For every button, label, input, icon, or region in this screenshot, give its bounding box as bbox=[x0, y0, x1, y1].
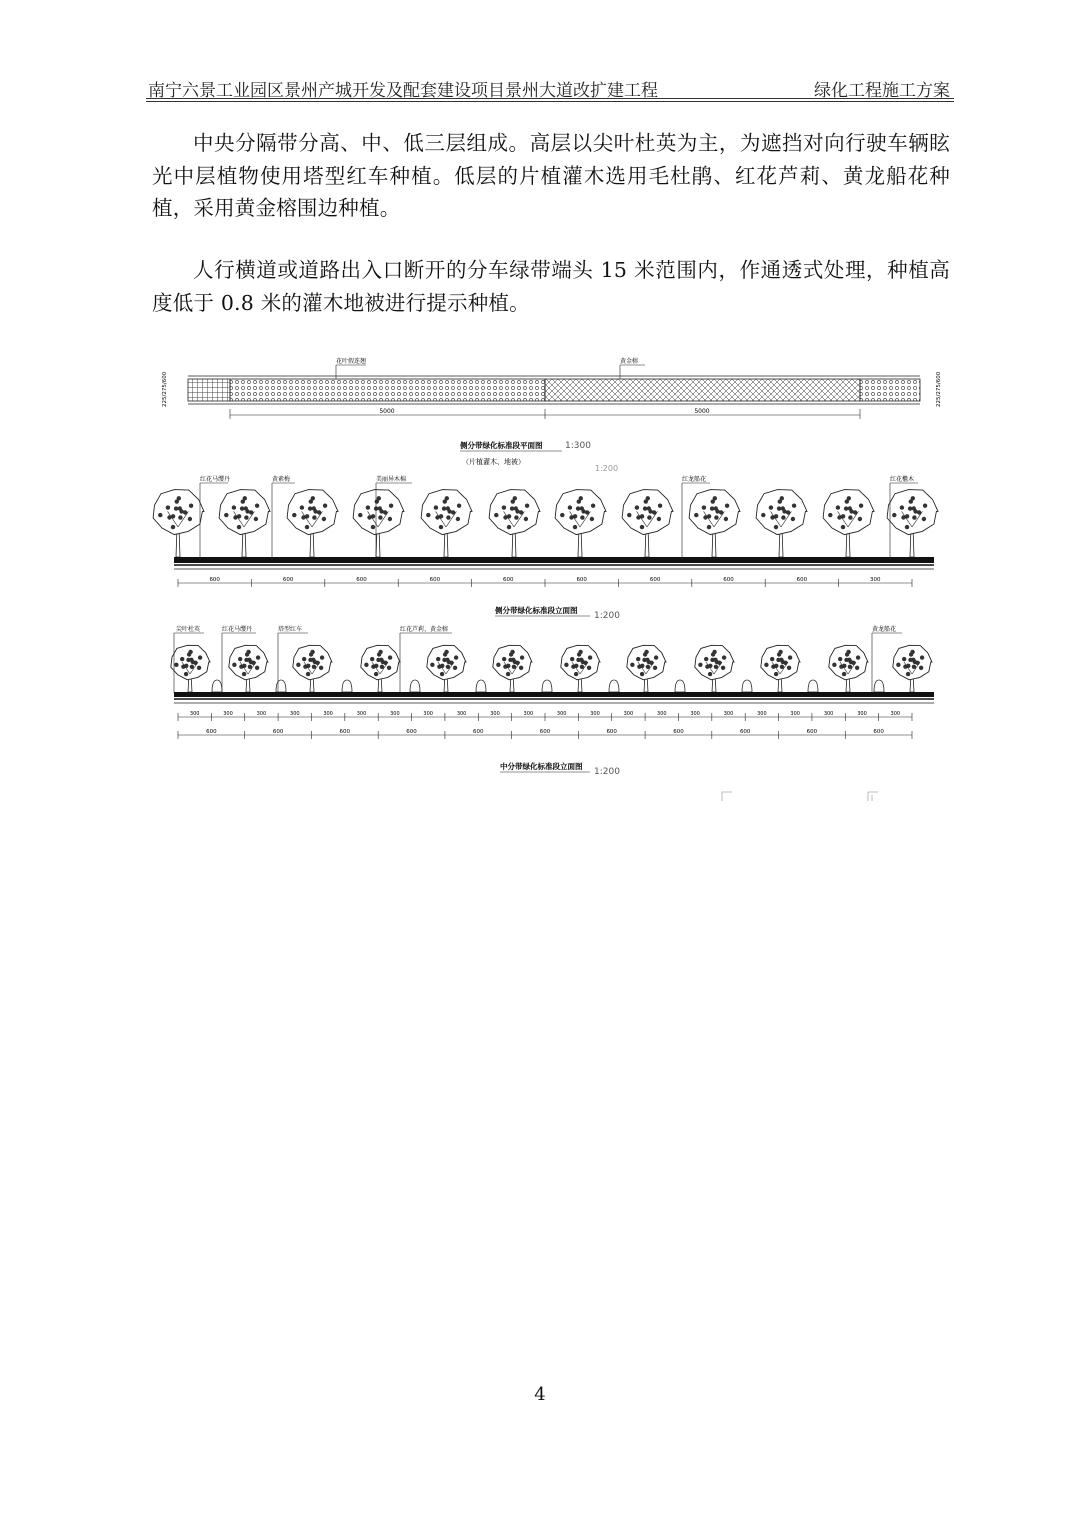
plan-label-right: 黄金榕 bbox=[620, 358, 639, 365]
side-tree bbox=[555, 490, 606, 557]
median-dim-small-label: 300 bbox=[590, 711, 600, 717]
median-dim-large-label: 600 bbox=[673, 729, 684, 735]
median-tree bbox=[493, 645, 532, 692]
median-dim-small-label: 300 bbox=[323, 711, 333, 717]
side-dim-label: 600 bbox=[429, 577, 441, 583]
side-dim-label: 600 bbox=[282, 577, 294, 583]
median-tree bbox=[361, 645, 400, 692]
median-label-red-lantana: 红花马缨丹 bbox=[222, 626, 253, 633]
median-dim-small-label: 300 bbox=[657, 711, 667, 717]
plan-dim-right: 5000 bbox=[694, 408, 710, 415]
median-shrub bbox=[212, 680, 222, 692]
plan-right-shrub-area bbox=[545, 379, 860, 401]
median-dim-small-label: 300 bbox=[290, 711, 300, 717]
median-tree bbox=[761, 645, 800, 692]
median-elevation-dimensions bbox=[178, 711, 912, 739]
side-elevation bbox=[153, 475, 938, 621]
median-dim-small-label: 300 bbox=[857, 711, 867, 717]
median-dim-small-label: 300 bbox=[556, 711, 567, 717]
median-elevation-trees bbox=[171, 645, 932, 692]
median-dim-small-label: 300 bbox=[356, 711, 367, 717]
stray-scale-text: 1:200 bbox=[595, 464, 619, 473]
side-elevation-trees bbox=[153, 490, 938, 557]
side-dim-label: 600 bbox=[356, 577, 367, 583]
median-dim-large-label: 600 bbox=[339, 729, 351, 735]
median-elevation-title: 中分带绿化标准段立面图 bbox=[500, 762, 583, 771]
median-dim-small-label: 300 bbox=[790, 711, 800, 717]
plan-dim-left: 5000 bbox=[379, 408, 395, 415]
header-rule-second bbox=[146, 101, 954, 102]
paragraph-median-layers: 中央分隔带分高、中、低三层组成。高层以尖叶杜英为主，为遮挡对向行驶车辆眩光中层植物使用塔型红车种植。低层的片植灌木选用毛杜鹃、红花芦莉、黄龙船花种植，采用黄金榕围边种植。 bbox=[152, 131, 950, 220]
median-label-ruellia-ficus: 红花芦莉、黄金榕 bbox=[400, 626, 449, 633]
side-tree bbox=[353, 490, 404, 557]
median-dim-small-label: 300 bbox=[823, 711, 834, 717]
median-dim-large-label: 600 bbox=[539, 729, 551, 735]
median-label-elaeocarpus: 尖叶杜英 bbox=[176, 626, 201, 633]
plan-left-edge-band bbox=[188, 379, 230, 401]
median-dim-large-label: 600 bbox=[806, 729, 818, 735]
median-shrub bbox=[542, 680, 552, 692]
median-shrub bbox=[410, 680, 420, 692]
plan-title: 侧分带绿化标准段平面图 bbox=[460, 441, 543, 450]
median-tree bbox=[695, 645, 734, 692]
median-tree bbox=[893, 645, 932, 692]
median-tree bbox=[293, 645, 332, 692]
median-shrub bbox=[342, 680, 352, 692]
side-dim-label: 600 bbox=[649, 577, 661, 583]
median-dim-small-label: 300 bbox=[623, 711, 634, 717]
median-tree bbox=[627, 645, 666, 692]
side-tree bbox=[219, 490, 270, 557]
median-shrub bbox=[808, 680, 818, 692]
median-dim-small-label: 300 bbox=[490, 711, 500, 717]
median-dim-small-label: 300 bbox=[256, 711, 267, 717]
side-dim-label: 300 bbox=[870, 577, 881, 583]
header-document-title: 绿化工程施工方案 bbox=[814, 81, 950, 101]
median-shrub bbox=[276, 680, 286, 692]
planting-drawing bbox=[150, 355, 950, 805]
side-elevation-title: 侧分带绿化标准段立面图 bbox=[495, 606, 578, 615]
median-dim-small-label: 300 bbox=[456, 711, 467, 717]
plan-side-dim-left: 225/275/600 bbox=[162, 371, 168, 407]
median-shrub bbox=[609, 680, 619, 692]
side-tree bbox=[756, 490, 807, 557]
side-dim-label: 600 bbox=[576, 577, 587, 583]
side-label-duranta: 黄素梅 bbox=[272, 476, 291, 483]
median-tree bbox=[829, 645, 868, 692]
median-dim-small-label: 300 bbox=[757, 711, 767, 717]
plan-subtitle: （片植灌木、地被） bbox=[462, 458, 525, 466]
side-tree bbox=[887, 490, 938, 557]
side-tree bbox=[153, 490, 204, 557]
median-shrub bbox=[476, 680, 486, 692]
median-label-tower-syzygium: 塔型红车 bbox=[278, 626, 303, 633]
side-label-red-lantana: 红花马缨丹 bbox=[200, 476, 231, 483]
header-rule bbox=[146, 98, 954, 99]
side-elevation-scale: 1:200 bbox=[594, 611, 620, 621]
median-dim-large-label: 600 bbox=[272, 729, 284, 735]
median-dim-large-label: 600 bbox=[206, 729, 217, 735]
side-dim-label: 600 bbox=[503, 577, 514, 583]
median-tree bbox=[171, 645, 210, 692]
median-label-yellow-ixora: 黄龙船花 bbox=[872, 626, 897, 633]
side-dim-label: 600 bbox=[723, 577, 734, 583]
median-dim-small-label: 300 bbox=[690, 711, 700, 717]
median-dim-large-label: 600 bbox=[739, 729, 751, 735]
side-tree bbox=[287, 490, 338, 557]
median-dim-large-label: 600 bbox=[873, 729, 884, 735]
paragraph-crosswalk-planting: 人行横道或道路出入口断开的分车绿带端头 15 米范围内，作通透式处理，种植高度低于 0.8 米的灌木地被进行提示种植。 bbox=[152, 258, 950, 315]
side-tree bbox=[823, 490, 874, 557]
median-elevation bbox=[171, 625, 934, 801]
page-number: 4 bbox=[534, 1384, 546, 1405]
plan-label-left: 花叶假连翘 bbox=[336, 358, 367, 365]
median-dim-small-label: 300 bbox=[223, 711, 233, 717]
median-shrub bbox=[675, 680, 685, 692]
side-tree bbox=[689, 490, 740, 557]
side-label-loropetalum: 红花檵木 bbox=[890, 476, 915, 483]
median-tree bbox=[427, 645, 466, 692]
median-dim-small-label: 300 bbox=[523, 711, 534, 717]
median-tree bbox=[229, 645, 268, 692]
median-dim-large-label: 600 bbox=[606, 729, 617, 735]
plan-scale: 1:300 bbox=[565, 441, 591, 451]
side-label-red-ixora: 红龙船花 bbox=[682, 476, 707, 483]
plan-side-dim-right: 225/275/600 bbox=[936, 371, 942, 407]
side-tree bbox=[489, 490, 540, 557]
header-project-title: 南宁六景工业园区景州产城开发及配套建设项目景州大道改扩建工程 bbox=[148, 81, 658, 101]
plan-right-edge-band bbox=[860, 379, 920, 401]
median-shrub bbox=[874, 680, 884, 692]
plan-view bbox=[162, 357, 942, 473]
median-dim-small-label: 300 bbox=[189, 711, 200, 717]
median-dim-small-label: 300 bbox=[723, 711, 734, 717]
side-label-silk-floss-tree: 美丽异木棉 bbox=[376, 476, 407, 483]
side-ground-shrubs bbox=[174, 557, 934, 563]
median-elevation-scale: 1:200 bbox=[594, 767, 620, 777]
median-dim-small-label: 300 bbox=[890, 711, 901, 717]
median-ground-shrubs bbox=[174, 692, 934, 697]
plan-left-shrub-area bbox=[230, 379, 545, 401]
side-tree bbox=[622, 490, 673, 557]
side-dim-label: 600 bbox=[796, 577, 808, 583]
median-dim-large-label: 600 bbox=[406, 729, 417, 735]
median-shrub bbox=[742, 680, 752, 692]
side-tree bbox=[421, 490, 472, 557]
median-tree bbox=[561, 645, 600, 692]
median-dim-small-label: 300 bbox=[390, 711, 400, 717]
median-dim-large-label: 600 bbox=[473, 729, 484, 735]
median-dim-small-label: 300 bbox=[423, 711, 433, 717]
corner-marks bbox=[722, 792, 878, 801]
side-dim-label: 600 bbox=[209, 577, 220, 583]
side-elevation-dimensions bbox=[178, 577, 912, 587]
